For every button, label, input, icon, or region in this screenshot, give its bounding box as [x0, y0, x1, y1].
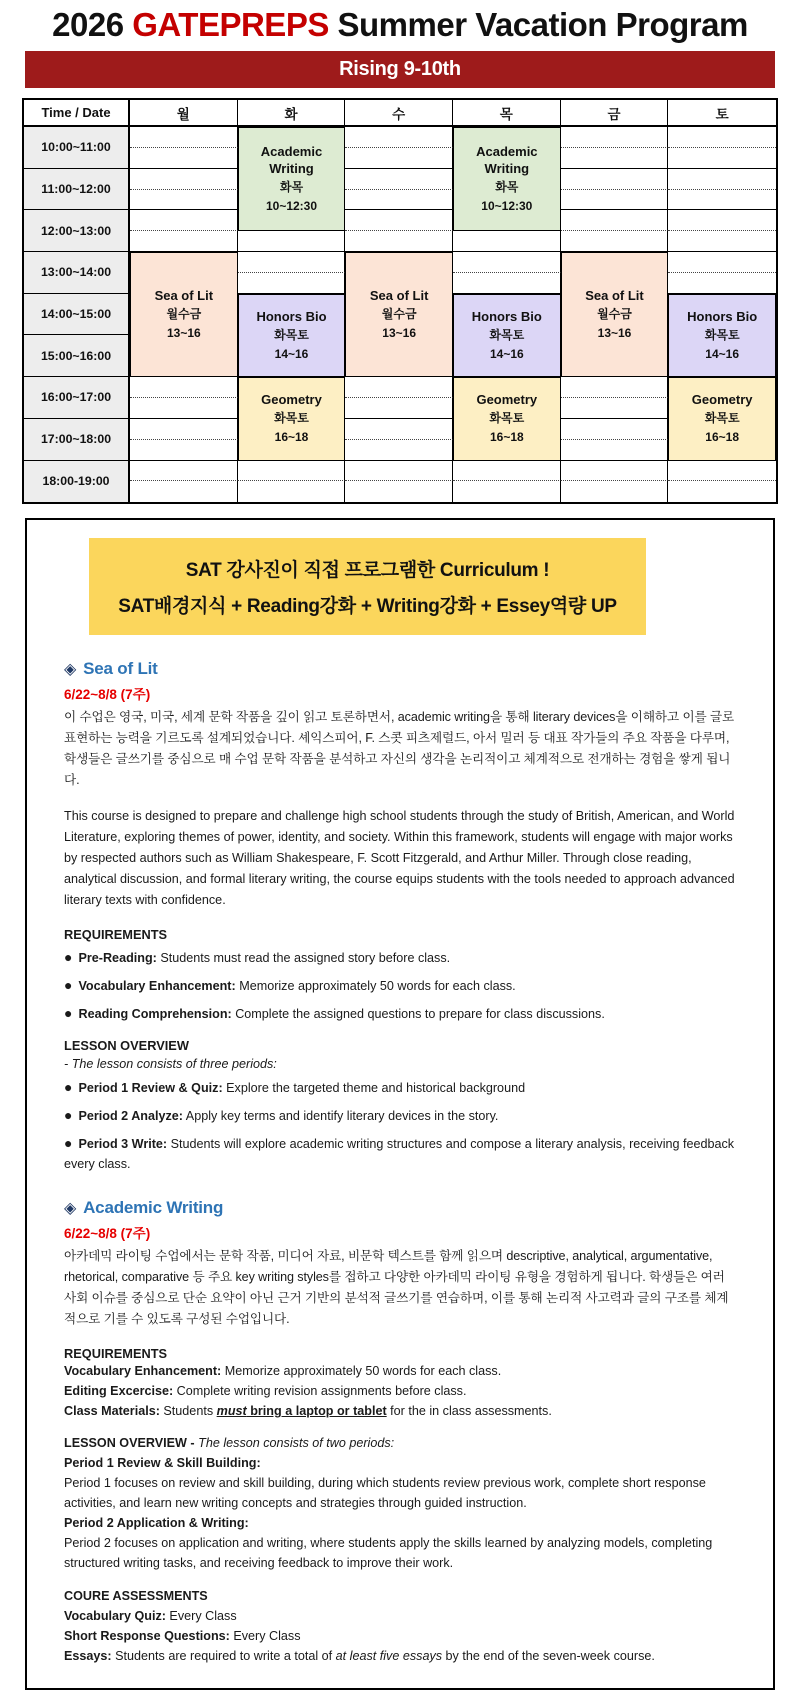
sea-of-lit-heading-label: Sea of Lit [83, 659, 158, 679]
schedule-empty-cell [345, 169, 453, 190]
schedule-empty-cell [130, 461, 238, 482]
schedule-corner-header: Time / Date [24, 100, 130, 127]
schedule-empty-cell [345, 481, 453, 502]
schedule-empty-cell [130, 190, 238, 211]
course-info-box [25, 518, 775, 1690]
bullet-icon: ● [64, 1135, 73, 1152]
lesson-overview-title: LESSON OVERVIEW [64, 1436, 187, 1451]
schedule-empty-cell [345, 419, 453, 440]
sea-lesson-overview-subtitle: - The lesson consists of three periods: [64, 1057, 277, 1072]
requirement-label: Vocabulary Enhancement: [78, 979, 236, 994]
course-days: 화목 [279, 180, 304, 195]
sea-requirement-item [64, 975, 736, 996]
sea-requirement-item [64, 1003, 736, 1024]
assessment-text: Students are required to write a total of [111, 1649, 336, 1664]
aw-period2-label: Period 2 Application & Writing: [64, 1516, 249, 1531]
schedule-empty-cell [238, 231, 346, 252]
schedule-empty-cell [130, 419, 238, 440]
schedule-course-block [345, 252, 453, 377]
assessment-label: Vocabulary Quiz: [64, 1609, 166, 1624]
course-time: 13~16 [166, 326, 201, 341]
requirement-text: Students [159, 1404, 217, 1419]
diamond-icon: ◈ [64, 1200, 77, 1218]
course-time: 13~16 [382, 326, 416, 341]
schedule-day-header: 목 [453, 100, 561, 127]
course-days: 화목토 [274, 411, 309, 426]
sea-requirement-item [64, 947, 736, 968]
course-days: 화목 [495, 180, 519, 195]
schedule-time-label: 12:00~13:00 [24, 210, 130, 252]
schedule-time-label: 10:00~11:00 [24, 127, 130, 169]
course-name: Honors Bio [471, 308, 542, 324]
schedule-empty-cell [130, 398, 238, 419]
course-name: Sea of Lit [369, 288, 429, 304]
course-days: 월수금 [381, 307, 417, 322]
schedule-empty-cell [668, 127, 776, 148]
aw-period1-label: Period 1 Review & Skill Building: [64, 1456, 261, 1471]
course-name: Sea of Lit [154, 288, 214, 304]
course-days: 월수금 [166, 307, 202, 322]
schedule-empty-cell [130, 440, 238, 461]
period-label: Period 2 Analyze: [78, 1109, 183, 1124]
sea-lesson-overview-title: LESSON OVERVIEW [64, 1038, 189, 1054]
grade-banner-label: Rising 9-10th [339, 58, 461, 80]
course-time: 14~16 [274, 346, 309, 361]
schedule-empty-cell [561, 231, 669, 252]
emphasized-text: must [216, 1404, 247, 1419]
assessment-label: Essays: [64, 1649, 112, 1664]
schedule-course-block [238, 127, 346, 231]
sea-period-item [64, 1077, 736, 1098]
course-time: 16~18 [705, 430, 739, 445]
course-time: 16~18 [274, 430, 309, 445]
course-time: 16~18 [489, 430, 524, 445]
schedule-empty-cell [561, 461, 669, 482]
schedule-empty-cell [345, 377, 453, 398]
schedule-day-header: 토 [668, 100, 776, 127]
schedule-empty-cell [345, 461, 453, 482]
schedule-empty-cell [453, 252, 561, 273]
bullet-icon: ● [64, 1079, 73, 1096]
assessment-emphasis: at least five essays [335, 1649, 443, 1664]
assessment-essays [64, 1646, 736, 1666]
requirement-label: Editing Excercise: [64, 1384, 174, 1399]
requirement-text: Complete writing revision assignments before class. [173, 1384, 467, 1399]
academic-writing-heading [64, 1198, 736, 1218]
schedule-day-header: 금 [561, 100, 669, 127]
assessments-title: COURE ASSESSMENTS [64, 1589, 208, 1604]
course-time: 13~16 [597, 326, 632, 341]
requirement-label: Vocabulary Enhancement: [64, 1364, 222, 1379]
period-label: Period 1 Review & Quiz: [78, 1081, 223, 1096]
aw-requirement-vocab [64, 1361, 736, 1381]
schedule-course-block [561, 252, 669, 377]
schedule-table [22, 98, 778, 504]
academic-writing-paragraph-korean: 아카데믹 라이팅 수업에서는 문학 작품, 미디어 자료, 비문학 텍스트를 함께 읽으며 descriptive, analytical, argumentative, rhetorical, comparative 등 주요 key writing styles를 접하고 다양한 아카데믹 라이팅 유형을 경험하게 됩니다. 학생들은 여러 사회 이슈를 중심으로 단순 요약이 아닌 근거 기반의 분석적 글쓰기를 연습하며, 이를 통해 논리적 사고력과 글의 구조를 체계적으로 기를 수 있도록 구성된 수업입니다. [64, 1249, 729, 1327]
page-title [0, 6, 800, 44]
schedule-course-block [668, 294, 776, 377]
aw-period1-text: Period 1 focuses on review and skill building, during which students review previous work, complete short response activities, and learn new writing concepts and strategies through guided instruction. [64, 1476, 706, 1511]
emphasized-text: bring a laptop or tablet [246, 1404, 387, 1419]
course-name: Honors Bio [256, 308, 327, 324]
schedule-empty-cell [561, 481, 669, 502]
course-days: 화목토 [704, 411, 740, 426]
requirement-text: Memorize approximately 50 words for each class. [235, 979, 516, 994]
assessment-text: by the end of the seven-week course. [442, 1649, 655, 1664]
course-days: 화목토 [704, 327, 740, 342]
aw-requirement-materials [64, 1401, 736, 1421]
sea-of-lit-paragraph-korean: 이 수업은 영국, 미국, 세계 문학 작품을 깊이 읽고 토론하면서, academic writing을 통해 literary devices을 이해하고 이를 글로 표현하는 능력을 기르도록 설계되었습니다. 셰익스피어, F. 스콧 피츠제럴드, 아서 밀러 등 대표 작가들의 주요 작품을 다루며, 학생들은 글쓰기를 중심으로 매 수업 문학 작품을 분석하고 자신의 생각을 논리적이고 체계적으로 전개하는 경험을 쌓게 됩니다. [64, 710, 735, 788]
schedule-empty-cell [130, 481, 238, 502]
lesson-overview-dash: - [186, 1436, 199, 1451]
aw-period2-text: Period 2 focuses on application and writing, where students apply the skills learned by analyzing models, completing structured writing tasks, and receiving feedback to improve their work. [64, 1536, 713, 1571]
section-sea-of-lit [27, 659, 773, 1174]
schedule-empty-cell [238, 481, 346, 502]
course-time: 10~12:30 [481, 199, 533, 214]
schedule-empty-cell [130, 377, 238, 398]
assessment-vocab-quiz [64, 1606, 736, 1626]
schedule-empty-cell [561, 398, 669, 419]
schedule-empty-cell [668, 231, 776, 252]
schedule-empty-cell [238, 273, 346, 294]
schedule-empty-cell [668, 273, 776, 294]
requirement-label: Class Materials: [64, 1404, 160, 1419]
promo-line2: SAT배경지식 + Reading강화 + Writing강화 + Essey역량 UP [118, 596, 617, 618]
bullet-icon: ● [64, 949, 73, 966]
schedule-time-label: 15:00~16:00 [24, 335, 130, 377]
schedule-empty-cell [668, 252, 776, 273]
bullet-icon: ● [64, 977, 73, 994]
course-days: 화목토 [489, 411, 525, 426]
schedule-course-block [453, 377, 561, 460]
course-name: Academic Writing [476, 144, 538, 177]
schedule-course-block [238, 377, 346, 460]
schedule-course-block [238, 294, 346, 377]
assessment-short-response [64, 1626, 736, 1646]
schedule-empty-cell [130, 231, 238, 252]
course-name: Geometry [691, 392, 753, 408]
schedule-time-label: 14:00~15:00 [24, 294, 130, 336]
sea-of-lit-heading [64, 659, 736, 679]
title-brand: GATEPREPS [132, 6, 329, 43]
course-days: 화목토 [489, 327, 525, 342]
sea-of-lit-dates: 6/22~8/8 (7주) [64, 687, 151, 703]
schedule-empty-cell [668, 190, 776, 211]
requirement-text: Complete the assigned questions to prepare for class discussions. [231, 1007, 605, 1022]
course-name: Academic Writing [260, 144, 323, 177]
curriculum-promo-banner [89, 538, 646, 635]
grade-banner [25, 51, 775, 88]
requirement-label: Pre-Reading: [78, 951, 157, 966]
schedule-empty-cell [668, 169, 776, 190]
promo-line1: SAT 강사진이 직접 프로그램한 Curriculum ! [185, 560, 550, 582]
course-days: 화목토 [274, 327, 309, 342]
diamond-icon: ◈ [64, 661, 77, 679]
schedule-day-header: 월 [130, 100, 238, 127]
requirement-label: Reading Comprehension: [78, 1007, 232, 1022]
section-academic-writing [27, 1198, 773, 1666]
course-time: 10~12:30 [265, 199, 318, 214]
course-name: Sea of Lit [585, 288, 644, 304]
course-days: 월수금 [597, 307, 632, 322]
course-time: 14~16 [705, 346, 739, 361]
title-rest: Summer Vacation Program [328, 6, 748, 43]
period-text: Apply key terms and identify literary devices in the story. [182, 1109, 499, 1124]
course-time: 14~16 [489, 346, 524, 361]
period-label: Period 3 Write: [78, 1137, 168, 1152]
bullet-icon: ● [64, 1107, 73, 1124]
course-name: Geometry [476, 392, 538, 408]
schedule-empty-cell [453, 273, 561, 294]
schedule-empty-cell [130, 169, 238, 190]
schedule-course-block [130, 252, 238, 377]
schedule-empty-cell [668, 481, 776, 502]
schedule-time-label: 18:00-19:00 [24, 461, 130, 503]
assessment-label: Short Response Questions: [64, 1629, 230, 1644]
course-name: Honors Bio [687, 308, 758, 324]
schedule-empty-cell [668, 461, 776, 482]
schedule-empty-cell [668, 148, 776, 169]
sea-period-item [64, 1133, 736, 1174]
schedule-empty-cell [345, 148, 453, 169]
schedule-empty-cell [668, 210, 776, 231]
schedule-time-label: 11:00~12:00 [24, 169, 130, 211]
assessment-text: Every Class [229, 1629, 301, 1644]
schedule-empty-cell [561, 210, 669, 231]
schedule-empty-cell [238, 252, 346, 273]
schedule-empty-cell [345, 127, 453, 148]
schedule-empty-cell [345, 210, 453, 231]
schedule-empty-cell [238, 461, 346, 482]
course-name: Geometry [261, 392, 322, 408]
bullet-icon: ● [64, 1005, 73, 1022]
period-text: Students will explore academic writing structures and compose a literary analysis, receiving feedback every class. [64, 1137, 735, 1172]
academic-writing-dates: 6/22~8/8 (7주) [64, 1226, 151, 1242]
schedule-empty-cell [453, 461, 561, 482]
schedule-table-wrap [22, 98, 778, 504]
schedule-empty-cell [561, 377, 669, 398]
schedule-empty-cell [561, 190, 669, 211]
schedule-empty-cell [561, 169, 669, 190]
schedule-empty-cell [561, 419, 669, 440]
schedule-time-label: 16:00~17:00 [24, 377, 130, 419]
aw-lesson-overview [64, 1434, 736, 1453]
schedule-empty-cell [453, 231, 561, 252]
schedule-empty-cell [345, 231, 453, 252]
requirement-text: for the in class assessments. [386, 1404, 552, 1419]
schedule-time-label: 17:00~18:00 [24, 419, 130, 461]
schedule-empty-cell [345, 398, 453, 419]
sea-of-lit-paragraph-english: This course is designed to prepare and challenge high school students through the study of British, American, and World Literature, exploring themes of power, identity, and society. Within this framework, students will engage with major works by respected authors such as William Shakespeare, F. Scott Fitzgerald, and Arthur Miller. Through close reading, analytical discussion, and formal literary writing, the course equips students with the tools needed to approach advanced literary texts with confidence. [64, 809, 735, 908]
schedule-empty-cell [453, 481, 561, 502]
requirement-text: Students must read the assigned story before class. [156, 951, 451, 966]
schedule-course-block [453, 294, 561, 377]
schedule-time-label: 13:00~14:00 [24, 252, 130, 294]
schedule-course-block [453, 127, 561, 231]
requirement-text: Memorize approximately 50 words for each class. [221, 1364, 502, 1379]
schedule-day-header: 화 [238, 100, 346, 127]
sea-requirements-title: REQUIREMENTS [64, 927, 168, 943]
aw-requirements-title: REQUIREMENTS [64, 1346, 168, 1362]
title-year: 2026 [52, 6, 133, 43]
period-text: Explore the targeted theme and historical background [222, 1081, 526, 1096]
schedule-empty-cell [561, 127, 669, 148]
schedule-empty-cell [130, 127, 238, 148]
schedule-empty-cell [561, 440, 669, 461]
schedule-empty-cell [130, 148, 238, 169]
assessment-text: Every Class [165, 1609, 237, 1624]
aw-requirement-editing [64, 1381, 736, 1401]
lesson-overview-subtitle: The lesson consists of two periods: [198, 1436, 395, 1451]
schedule-empty-cell [345, 440, 453, 461]
schedule-day-header: 수 [345, 100, 453, 127]
academic-writing-heading-label: Academic Writing [83, 1198, 224, 1218]
aw-course-assessments [64, 1586, 736, 1666]
schedule-course-block [668, 377, 776, 460]
sea-period-item [64, 1105, 736, 1126]
schedule-empty-cell [345, 190, 453, 211]
schedule-empty-cell [561, 148, 669, 169]
schedule-empty-cell [130, 210, 238, 231]
